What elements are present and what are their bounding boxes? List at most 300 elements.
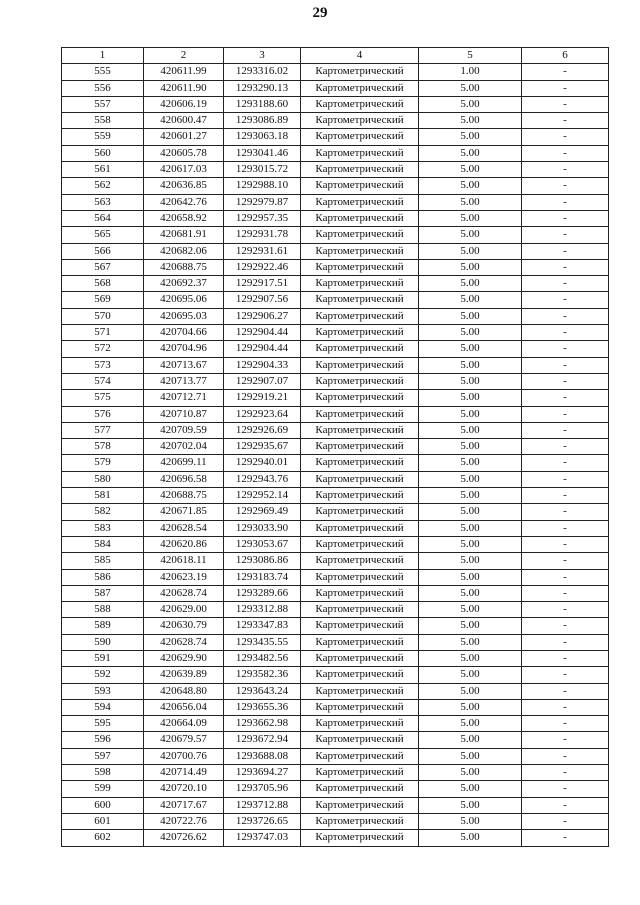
method-cell: Картометрический <box>301 439 419 455</box>
x-coordinate-cell: 420709.59 <box>144 422 224 438</box>
x-coordinate-cell: 420712.71 <box>144 390 224 406</box>
y-coordinate-cell: 1293183.74 <box>224 569 301 585</box>
accuracy-cell: 5.00 <box>419 748 522 764</box>
table-row <box>62 732 609 748</box>
table-row <box>62 650 609 666</box>
point-number-cell: 584 <box>62 536 144 552</box>
method-cell: Картометрический <box>301 667 419 683</box>
accuracy-cell: 5.00 <box>419 765 522 781</box>
accuracy-cell: 5.00 <box>419 618 522 634</box>
accuracy-cell: 5.00 <box>419 194 522 210</box>
x-coordinate-cell: 420605.78 <box>144 145 224 161</box>
x-coordinate-cell: 420628.74 <box>144 585 224 601</box>
method-cell: Картометрический <box>301 292 419 308</box>
y-coordinate-cell: 1292907.07 <box>224 373 301 389</box>
x-coordinate-cell: 420679.57 <box>144 732 224 748</box>
note-cell: - <box>522 357 609 373</box>
table-row <box>62 64 609 80</box>
x-coordinate-cell: 420700.76 <box>144 748 224 764</box>
table-row <box>62 536 609 552</box>
x-coordinate-cell: 420720.10 <box>144 781 224 797</box>
accuracy-cell: 5.00 <box>419 536 522 552</box>
method-cell: Картометрический <box>301 699 419 715</box>
table-row <box>62 276 609 292</box>
point-number-cell: 575 <box>62 390 144 406</box>
method-cell: Картометрический <box>301 145 419 161</box>
table-row <box>62 308 609 324</box>
table-row <box>62 471 609 487</box>
accuracy-cell: 5.00 <box>419 243 522 259</box>
point-number-cell: 594 <box>62 699 144 715</box>
method-cell: Картометрический <box>301 406 419 422</box>
accuracy-cell: 5.00 <box>419 569 522 585</box>
note-cell: - <box>522 227 609 243</box>
table-header <box>62 48 609 64</box>
note-cell: - <box>522 536 609 552</box>
x-coordinate-cell: 420722.76 <box>144 813 224 829</box>
column-header: 4 <box>301 48 419 64</box>
method-cell: Картометрический <box>301 602 419 618</box>
point-number-cell: 571 <box>62 325 144 341</box>
method-cell: Картометрический <box>301 553 419 569</box>
accuracy-cell: 5.00 <box>419 813 522 829</box>
accuracy-cell: 5.00 <box>419 292 522 308</box>
table-row <box>62 227 609 243</box>
method-cell: Картометрический <box>301 243 419 259</box>
table-row <box>62 129 609 145</box>
x-coordinate-cell: 420628.74 <box>144 634 224 650</box>
point-number-cell: 566 <box>62 243 144 259</box>
point-number-cell: 570 <box>62 308 144 324</box>
point-number-cell: 572 <box>62 341 144 357</box>
accuracy-cell: 5.00 <box>419 830 522 846</box>
note-cell: - <box>522 650 609 666</box>
accuracy-cell: 5.00 <box>419 357 522 373</box>
note-cell: - <box>522 162 609 178</box>
note-cell: - <box>522 618 609 634</box>
point-number-cell: 561 <box>62 162 144 178</box>
y-coordinate-cell: 1292988.10 <box>224 178 301 194</box>
method-cell: Картометрический <box>301 96 419 112</box>
table-row <box>62 113 609 129</box>
x-coordinate-cell: 420702.04 <box>144 439 224 455</box>
point-number-cell: 595 <box>62 716 144 732</box>
y-coordinate-cell: 1293705.96 <box>224 781 301 797</box>
y-coordinate-cell: 1293694.27 <box>224 765 301 781</box>
table-row <box>62 243 609 259</box>
accuracy-cell: 5.00 <box>419 178 522 194</box>
method-cell: Картометрический <box>301 536 419 552</box>
method-cell: Картометрический <box>301 765 419 781</box>
method-cell: Картометрический <box>301 373 419 389</box>
x-coordinate-cell: 420699.11 <box>144 455 224 471</box>
header-row <box>62 48 609 64</box>
note-cell: - <box>522 145 609 161</box>
note-cell: - <box>522 488 609 504</box>
table-row <box>62 357 609 373</box>
y-coordinate-cell: 1292940.01 <box>224 455 301 471</box>
note-cell: - <box>522 422 609 438</box>
point-number-cell: 602 <box>62 830 144 846</box>
x-coordinate-cell: 420656.04 <box>144 699 224 715</box>
point-number-cell: 581 <box>62 488 144 504</box>
accuracy-cell: 5.00 <box>419 373 522 389</box>
accuracy-cell: 5.00 <box>419 259 522 275</box>
x-coordinate-cell: 420664.09 <box>144 716 224 732</box>
y-coordinate-cell: 1293643.24 <box>224 683 301 699</box>
method-cell: Картометрический <box>301 113 419 129</box>
note-cell: - <box>522 667 609 683</box>
point-number-cell: 583 <box>62 520 144 536</box>
column-header: 6 <box>522 48 609 64</box>
point-number-cell: 601 <box>62 813 144 829</box>
y-coordinate-cell: 1293290.13 <box>224 80 301 96</box>
point-number-cell: 585 <box>62 553 144 569</box>
table-row <box>62 455 609 471</box>
table-row <box>62 259 609 275</box>
accuracy-cell: 5.00 <box>419 80 522 96</box>
note-cell: - <box>522 194 609 210</box>
accuracy-cell: 5.00 <box>419 471 522 487</box>
x-coordinate-cell: 420611.99 <box>144 64 224 80</box>
note-cell: - <box>522 243 609 259</box>
note-cell: - <box>522 406 609 422</box>
table-row <box>62 813 609 829</box>
note-cell: - <box>522 520 609 536</box>
method-cell: Картометрический <box>301 650 419 666</box>
x-coordinate-cell: 420688.75 <box>144 488 224 504</box>
y-coordinate-cell: 1293655.36 <box>224 699 301 715</box>
note-cell: - <box>522 259 609 275</box>
note-cell: - <box>522 553 609 569</box>
method-cell: Картометрический <box>301 227 419 243</box>
table-row <box>62 748 609 764</box>
note-cell: - <box>522 178 609 194</box>
accuracy-cell: 5.00 <box>419 113 522 129</box>
note-cell: - <box>522 830 609 846</box>
y-coordinate-cell: 1293672.94 <box>224 732 301 748</box>
table-row <box>62 716 609 732</box>
y-coordinate-cell: 1293747.03 <box>224 830 301 846</box>
method-cell: Картометрический <box>301 471 419 487</box>
table-row <box>62 765 609 781</box>
accuracy-cell: 5.00 <box>419 406 522 422</box>
x-coordinate-cell: 420717.67 <box>144 797 224 813</box>
table-row <box>62 341 609 357</box>
table-row <box>62 602 609 618</box>
y-coordinate-cell: 1293688.08 <box>224 748 301 764</box>
accuracy-cell: 5.00 <box>419 422 522 438</box>
accuracy-cell: 5.00 <box>419 390 522 406</box>
note-cell: - <box>522 781 609 797</box>
point-number-cell: 560 <box>62 145 144 161</box>
method-cell: Картометрический <box>301 194 419 210</box>
y-coordinate-cell: 1292923.64 <box>224 406 301 422</box>
accuracy-cell: 5.00 <box>419 797 522 813</box>
method-cell: Картометрический <box>301 797 419 813</box>
x-coordinate-cell: 420629.00 <box>144 602 224 618</box>
y-coordinate-cell: 1292952.14 <box>224 488 301 504</box>
x-coordinate-cell: 420704.96 <box>144 341 224 357</box>
note-cell: - <box>522 64 609 80</box>
point-number-cell: 596 <box>62 732 144 748</box>
table-row <box>62 830 609 846</box>
table-body <box>62 64 609 846</box>
y-coordinate-cell: 1293086.89 <box>224 113 301 129</box>
point-number-cell: 579 <box>62 455 144 471</box>
point-number-cell: 599 <box>62 781 144 797</box>
table-row <box>62 634 609 650</box>
column-header: 2 <box>144 48 224 64</box>
note-cell: - <box>522 602 609 618</box>
column-header: 1 <box>62 48 144 64</box>
y-coordinate-cell: 1293435.55 <box>224 634 301 650</box>
page-number: 29 <box>312 5 328 21</box>
table-row <box>62 699 609 715</box>
y-coordinate-cell: 1293063.18 <box>224 129 301 145</box>
x-coordinate-cell: 420623.19 <box>144 569 224 585</box>
table-row <box>62 178 609 194</box>
note-cell: - <box>522 390 609 406</box>
x-coordinate-cell: 420639.89 <box>144 667 224 683</box>
y-coordinate-cell: 1292904.44 <box>224 325 301 341</box>
y-coordinate-cell: 1292979.87 <box>224 194 301 210</box>
y-coordinate-cell: 1292904.44 <box>224 341 301 357</box>
table-row <box>62 145 609 161</box>
method-cell: Картометрический <box>301 276 419 292</box>
method-cell: Картометрический <box>301 504 419 520</box>
accuracy-cell: 1.00 <box>419 64 522 80</box>
note-cell: - <box>522 683 609 699</box>
accuracy-cell: 5.00 <box>419 145 522 161</box>
y-coordinate-cell: 1293316.02 <box>224 64 301 80</box>
method-cell: Картометрический <box>301 390 419 406</box>
method-cell: Картометрический <box>301 716 419 732</box>
note-cell: - <box>522 504 609 520</box>
note-cell: - <box>522 455 609 471</box>
point-number-cell: 600 <box>62 797 144 813</box>
table-row <box>62 683 609 699</box>
table-row <box>62 553 609 569</box>
table-row <box>62 439 609 455</box>
method-cell: Картометрический <box>301 259 419 275</box>
note-cell: - <box>522 113 609 129</box>
y-coordinate-cell: 1293053.67 <box>224 536 301 552</box>
point-number-cell: 574 <box>62 373 144 389</box>
table-row <box>62 194 609 210</box>
note-cell: - <box>522 308 609 324</box>
y-coordinate-cell: 1292931.61 <box>224 243 301 259</box>
x-coordinate-cell: 420681.91 <box>144 227 224 243</box>
method-cell: Картометрический <box>301 634 419 650</box>
method-cell: Картометрический <box>301 781 419 797</box>
y-coordinate-cell: 1292904.33 <box>224 357 301 373</box>
point-number-cell: 598 <box>62 765 144 781</box>
y-coordinate-cell: 1292926.69 <box>224 422 301 438</box>
note-cell: - <box>522 373 609 389</box>
accuracy-cell: 5.00 <box>419 308 522 324</box>
table-row <box>62 520 609 536</box>
accuracy-cell: 5.00 <box>419 96 522 112</box>
table-row <box>62 504 609 520</box>
point-number-cell: 559 <box>62 129 144 145</box>
y-coordinate-cell: 1292935.67 <box>224 439 301 455</box>
accuracy-cell: 5.00 <box>419 667 522 683</box>
point-number-cell: 556 <box>62 80 144 96</box>
point-number-cell: 578 <box>62 439 144 455</box>
accuracy-cell: 5.00 <box>419 520 522 536</box>
note-cell: - <box>522 797 609 813</box>
y-coordinate-cell: 1293188.60 <box>224 96 301 112</box>
x-coordinate-cell: 420682.06 <box>144 243 224 259</box>
note-cell: - <box>522 748 609 764</box>
accuracy-cell: 5.00 <box>419 650 522 666</box>
x-coordinate-cell: 420636.85 <box>144 178 224 194</box>
point-number-cell: 580 <box>62 471 144 487</box>
method-cell: Картометрический <box>301 569 419 585</box>
x-coordinate-cell: 420696.58 <box>144 471 224 487</box>
x-coordinate-cell: 420642.76 <box>144 194 224 210</box>
table-row <box>62 162 609 178</box>
point-number-cell: 558 <box>62 113 144 129</box>
note-cell: - <box>522 471 609 487</box>
note-cell: - <box>522 341 609 357</box>
y-coordinate-cell: 1292943.76 <box>224 471 301 487</box>
method-cell: Картометрический <box>301 830 419 846</box>
point-number-cell: 593 <box>62 683 144 699</box>
accuracy-cell: 5.00 <box>419 227 522 243</box>
x-coordinate-cell: 420671.85 <box>144 504 224 520</box>
accuracy-cell: 5.00 <box>419 634 522 650</box>
y-coordinate-cell: 1292917.51 <box>224 276 301 292</box>
table-row <box>62 585 609 601</box>
accuracy-cell: 5.00 <box>419 341 522 357</box>
y-coordinate-cell: 1293712.88 <box>224 797 301 813</box>
x-coordinate-cell: 420704.66 <box>144 325 224 341</box>
coordinates-table <box>61 47 609 847</box>
point-number-cell: 590 <box>62 634 144 650</box>
accuracy-cell: 5.00 <box>419 585 522 601</box>
method-cell: Картометрический <box>301 325 419 341</box>
accuracy-cell: 5.00 <box>419 553 522 569</box>
x-coordinate-cell: 420606.19 <box>144 96 224 112</box>
y-coordinate-cell: 1293482.56 <box>224 650 301 666</box>
table-row <box>62 373 609 389</box>
y-coordinate-cell: 1292919.21 <box>224 390 301 406</box>
accuracy-cell: 5.00 <box>419 325 522 341</box>
method-cell: Картометрический <box>301 520 419 536</box>
accuracy-cell: 5.00 <box>419 602 522 618</box>
note-cell: - <box>522 634 609 650</box>
x-coordinate-cell: 420688.75 <box>144 259 224 275</box>
x-coordinate-cell: 420713.67 <box>144 357 224 373</box>
y-coordinate-cell: 1293726.65 <box>224 813 301 829</box>
point-number-cell: 592 <box>62 667 144 683</box>
accuracy-cell: 5.00 <box>419 162 522 178</box>
note-cell: - <box>522 732 609 748</box>
note-cell: - <box>522 813 609 829</box>
accuracy-cell: 5.00 <box>419 439 522 455</box>
table-row <box>62 667 609 683</box>
method-cell: Картометрический <box>301 178 419 194</box>
point-number-cell: 586 <box>62 569 144 585</box>
y-coordinate-cell: 1293347.83 <box>224 618 301 634</box>
method-cell: Картометрический <box>301 341 419 357</box>
method-cell: Картометрический <box>301 748 419 764</box>
y-coordinate-cell: 1292907.56 <box>224 292 301 308</box>
x-coordinate-cell: 420620.86 <box>144 536 224 552</box>
point-number-cell: 564 <box>62 210 144 226</box>
note-cell: - <box>522 569 609 585</box>
point-number-cell: 589 <box>62 618 144 634</box>
accuracy-cell: 5.00 <box>419 488 522 504</box>
column-header: 3 <box>224 48 301 64</box>
table-row <box>62 569 609 585</box>
method-cell: Картометрический <box>301 210 419 226</box>
y-coordinate-cell: 1292922.46 <box>224 259 301 275</box>
note-cell: - <box>522 585 609 601</box>
accuracy-cell: 5.00 <box>419 699 522 715</box>
table-row <box>62 488 609 504</box>
x-coordinate-cell: 420710.87 <box>144 406 224 422</box>
point-number-cell: 597 <box>62 748 144 764</box>
method-cell: Картометрический <box>301 488 419 504</box>
x-coordinate-cell: 420618.11 <box>144 553 224 569</box>
y-coordinate-cell: 1292957.35 <box>224 210 301 226</box>
point-number-cell: 565 <box>62 227 144 243</box>
point-number-cell: 557 <box>62 96 144 112</box>
accuracy-cell: 5.00 <box>419 129 522 145</box>
method-cell: Картометрический <box>301 732 419 748</box>
point-number-cell: 563 <box>62 194 144 210</box>
point-number-cell: 567 <box>62 259 144 275</box>
column-header: 5 <box>419 48 522 64</box>
note-cell: - <box>522 716 609 732</box>
x-coordinate-cell: 420726.62 <box>144 830 224 846</box>
x-coordinate-cell: 420629.90 <box>144 650 224 666</box>
point-number-cell: 576 <box>62 406 144 422</box>
accuracy-cell: 5.00 <box>419 455 522 471</box>
method-cell: Картометрический <box>301 357 419 373</box>
method-cell: Картометрический <box>301 585 419 601</box>
note-cell: - <box>522 80 609 96</box>
note-cell: - <box>522 292 609 308</box>
accuracy-cell: 5.00 <box>419 210 522 226</box>
x-coordinate-cell: 420600.47 <box>144 113 224 129</box>
x-coordinate-cell: 420713.77 <box>144 373 224 389</box>
table-row <box>62 618 609 634</box>
note-cell: - <box>522 276 609 292</box>
x-coordinate-cell: 420658.92 <box>144 210 224 226</box>
point-number-cell: 587 <box>62 585 144 601</box>
accuracy-cell: 5.00 <box>419 276 522 292</box>
method-cell: Картометрический <box>301 162 419 178</box>
note-cell: - <box>522 439 609 455</box>
x-coordinate-cell: 420695.06 <box>144 292 224 308</box>
point-number-cell: 555 <box>62 64 144 80</box>
table-row <box>62 325 609 341</box>
note-cell: - <box>522 96 609 112</box>
note-cell: - <box>522 325 609 341</box>
table-row <box>62 96 609 112</box>
y-coordinate-cell: 1293662.98 <box>224 716 301 732</box>
accuracy-cell: 5.00 <box>419 716 522 732</box>
accuracy-cell: 5.00 <box>419 504 522 520</box>
table-row <box>62 781 609 797</box>
method-cell: Картометрический <box>301 80 419 96</box>
method-cell: Картометрический <box>301 813 419 829</box>
y-coordinate-cell: 1293312.88 <box>224 602 301 618</box>
